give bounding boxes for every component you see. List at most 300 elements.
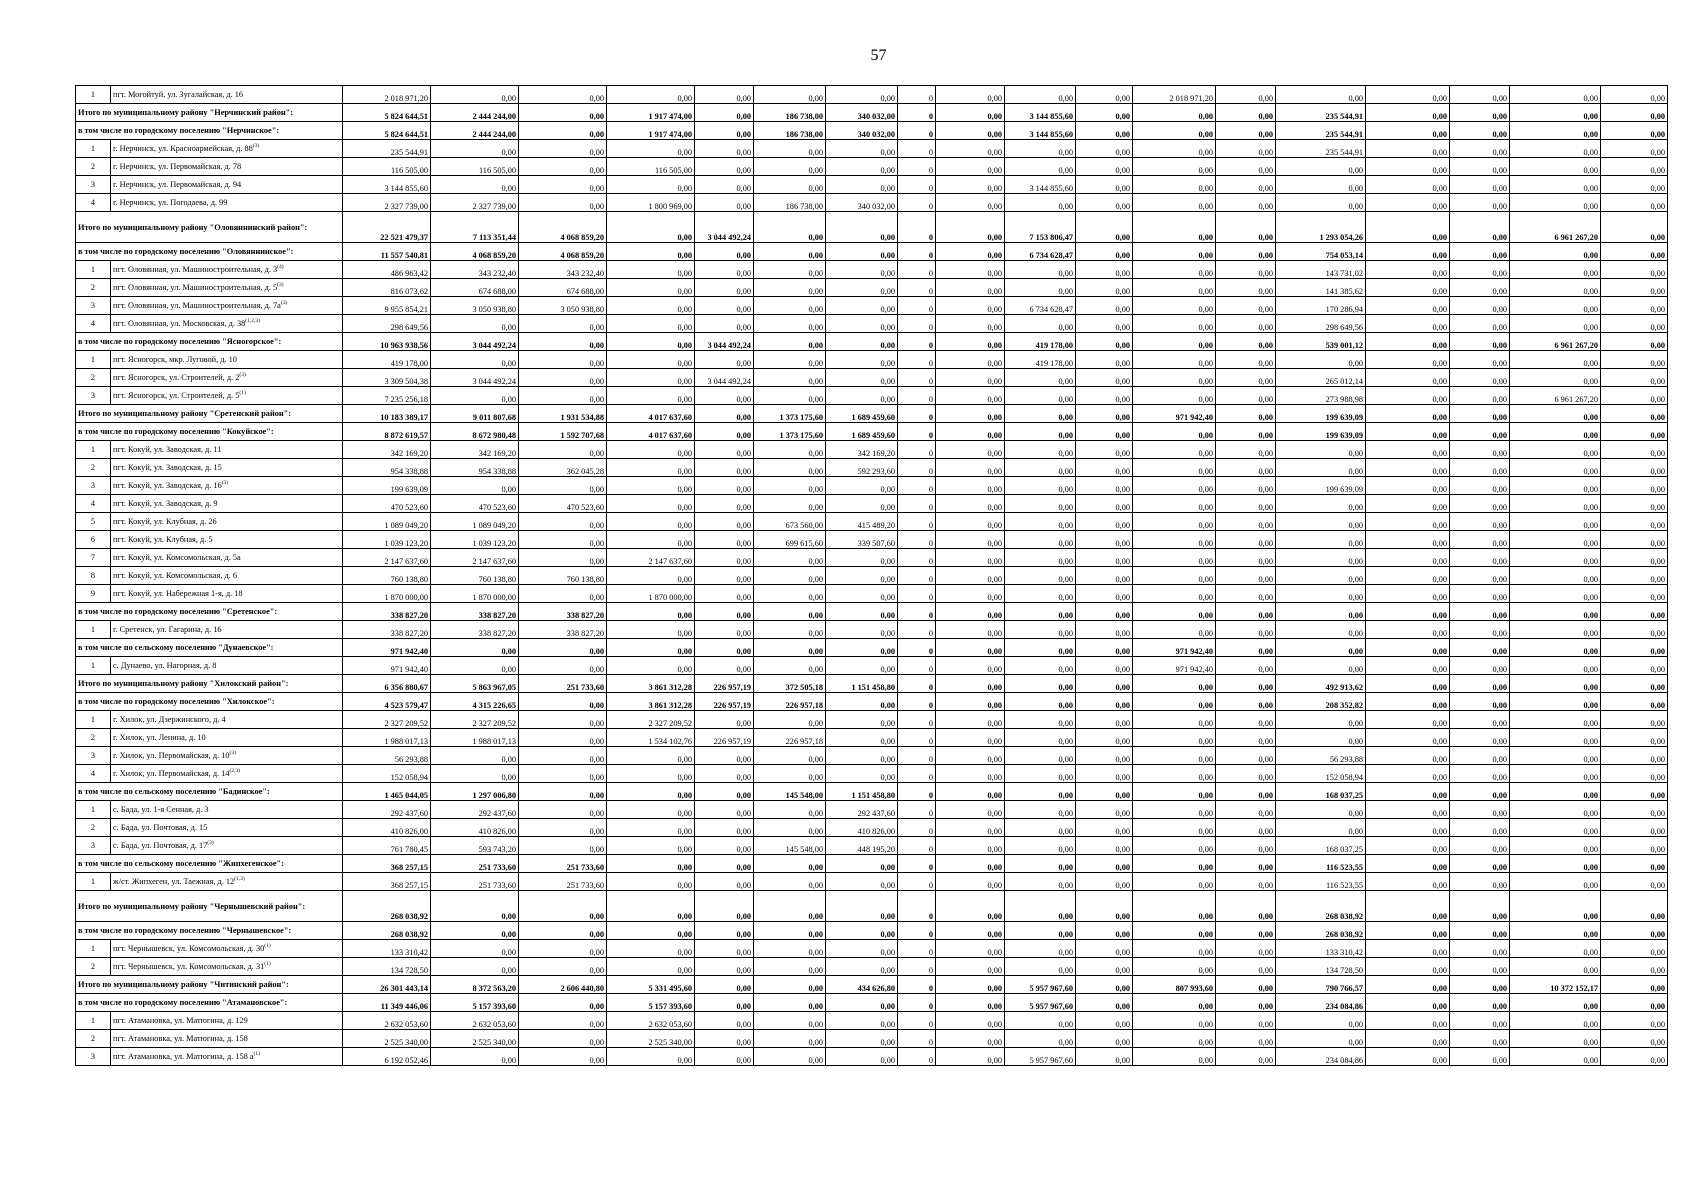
amount-cell: 0,00 [1510,567,1601,585]
amount-cell: 0,00 [936,711,1005,729]
amount-cell: 807 993,60 [1133,976,1216,994]
amount-cell: 0 [898,158,936,176]
amount-cell: 26 301 443,14 [343,976,431,994]
building-row [76,801,1668,819]
amount-cell: 0,00 [1133,1030,1216,1048]
amount-cell: 338 827,20 [519,621,607,639]
amount-cell: 0,00 [1276,729,1366,747]
amount-cell: 0,00 [1450,940,1510,958]
amount-cell: 0,00 [431,176,519,194]
amount-cell: 0,00 [1366,477,1450,495]
amount-cell: 1 039 123,20 [431,531,519,549]
amount-cell: 2 444 244,00 [431,104,519,122]
amount-cell: 0,00 [1601,1030,1668,1048]
amount-cell: 0,00 [695,387,754,405]
amount-cell: 0,00 [936,940,1005,958]
amount-cell: 0,00 [1005,86,1076,104]
amount-cell: 0,00 [1076,994,1133,1012]
amount-cell: 0,00 [754,711,826,729]
amount-cell: 0,00 [695,585,754,603]
amount-cell: 0,00 [936,873,1005,891]
amount-cell: 0,00 [1076,513,1133,531]
amount-cell: 0 [898,459,936,477]
amount-cell: 0,00 [1366,958,1450,976]
row-number: 1 [76,441,111,459]
amount-cell: 0,00 [695,243,754,261]
amount-cell: 0,00 [754,297,826,315]
amount-cell: 0,00 [936,765,1005,783]
amount-cell: 0,00 [1366,1048,1450,1066]
amount-cell: 0,00 [1450,747,1510,765]
amount-cell: 0,00 [1510,639,1601,657]
amount-cell: 0,00 [695,176,754,194]
amount-cell: 0 [898,994,936,1012]
amount-cell: 0,00 [1366,567,1450,585]
amount-cell: 0,00 [1133,801,1216,819]
address-text: г. Нерчинск, ул. Первомайская, д. 94 [113,180,242,189]
amount-cell: 5 957 967,60 [1005,976,1076,994]
amount-cell: 0,00 [936,639,1005,657]
amount-cell: 0,00 [607,243,695,261]
amount-cell: 0,00 [519,801,607,819]
address-cell [111,1048,343,1066]
amount-cell: 0,00 [1216,837,1276,855]
amount-cell: 168 037,25 [1276,837,1366,855]
amount-cell: 0,00 [1366,1030,1450,1048]
amount-cell: 0,00 [695,477,754,495]
building-row [76,194,1668,212]
amount-cell: 0,00 [1450,585,1510,603]
amount-cell: 0,00 [936,104,1005,122]
amount-cell: 6 961 267,20 [1510,333,1601,351]
amount-cell: 0,00 [607,837,695,855]
amount-cell: 0,00 [1076,940,1133,958]
amount-cell: 3 309 504,38 [343,369,431,387]
amount-cell: 2 147 637,60 [343,549,431,567]
amount-cell: 0,00 [1076,855,1133,873]
amount-cell: 0,00 [1450,693,1510,711]
subtotal-row [76,693,1668,711]
amount-cell: 0,00 [1601,958,1668,976]
address-cell [111,711,343,729]
subtotal-label: Итого по муниципальному району "Оловяннинский район": [76,212,343,243]
amount-cell: 0,00 [754,351,826,369]
amount-cell: 0,00 [1601,855,1668,873]
amount-cell: 0,00 [1133,891,1216,922]
amount-cell: 0,00 [1276,86,1366,104]
amount-cell: 0,00 [431,958,519,976]
amount-cell: 0,00 [1133,549,1216,567]
amount-cell: 0,00 [1366,158,1450,176]
subtotal-label: Итого по муниципальному району "Сретенский район": [76,405,343,423]
amount-cell: 0 [898,441,936,459]
amount-cell: 3 144 855,60 [1005,176,1076,194]
amount-cell: 0,00 [1133,922,1216,940]
building-row [76,351,1668,369]
subtotal-row [76,783,1668,801]
amount-cell: 0,00 [1510,495,1601,513]
amount-cell: 0 [898,873,936,891]
amount-cell: 6 961 267,20 [1510,212,1601,243]
address-text: с. Бада, ул. Почтовая, д. 17 [113,841,208,850]
amount-cell: 0,00 [754,855,826,873]
amount-cell: 0,00 [695,891,754,922]
amount-cell: 0,00 [1601,369,1668,387]
amount-cell: 0,00 [1216,315,1276,333]
amount-cell: 10 183 389,17 [343,405,431,423]
amount-cell: 0,00 [1450,994,1510,1012]
amount-cell: 226 957,18 [754,729,826,747]
amount-cell: 0,00 [1216,405,1276,423]
amount-cell: 145 548,00 [754,837,826,855]
amount-cell: 343 232,40 [431,261,519,279]
row-number: 3 [76,387,111,405]
amount-cell: 0,00 [754,621,826,639]
amount-cell: 0,00 [1601,549,1668,567]
amount-cell: 0,00 [1601,158,1668,176]
building-row [76,279,1668,297]
amount-cell: 0,00 [1133,940,1216,958]
amount-cell: 0,00 [607,567,695,585]
amount-cell: 0,00 [936,86,1005,104]
amount-cell: 971 942,40 [343,657,431,675]
amount-cell: 760 138,80 [343,567,431,585]
amount-cell: 0,00 [1216,603,1276,621]
amount-cell: 0,00 [519,549,607,567]
amount-cell: 362 045,28 [519,459,607,477]
amount-cell: 0,00 [1601,765,1668,783]
amount-cell: 5 157 393,60 [431,994,519,1012]
building-row [76,549,1668,567]
amount-cell: 116 505,00 [431,158,519,176]
amount-cell: 0,00 [1076,783,1133,801]
amount-cell: 0,00 [1601,261,1668,279]
amount-cell: 1 917 474,00 [607,122,695,140]
amount-cell: 0,00 [1366,549,1450,567]
amount-cell: 0,00 [936,603,1005,621]
amount-cell: 0,00 [1005,194,1076,212]
amount-cell: 0,00 [1366,747,1450,765]
amount-cell: 0 [898,194,936,212]
amount-cell: 0,00 [1450,675,1510,693]
amount-cell: 0,00 [1076,212,1133,243]
amount-cell: 0,00 [1076,459,1133,477]
amount-cell: 0,00 [1005,657,1076,675]
amount-cell: 0,00 [607,176,695,194]
footnote-marker: (3) [239,372,246,379]
amount-cell: 0,00 [754,261,826,279]
address-cell [111,86,343,104]
amount-cell: 0,00 [826,1012,898,1030]
amount-cell: 0 [898,423,936,441]
amount-cell: 0,00 [1366,369,1450,387]
amount-cell: 5 957 967,60 [1005,994,1076,1012]
amount-cell: 4 017 637,60 [607,423,695,441]
amount-cell: 342 169,20 [431,441,519,459]
amount-cell: 0,00 [1005,387,1076,405]
row-number: 1 [76,873,111,891]
amount-cell: 0,00 [607,261,695,279]
amount-cell: 0,00 [431,351,519,369]
address-cell [111,873,343,891]
amount-cell: 410 826,00 [431,819,519,837]
amount-cell: 0,00 [519,441,607,459]
amount-cell: 0,00 [1076,567,1133,585]
amount-cell: 268 038,92 [343,891,431,922]
amount-cell: 0,00 [1601,194,1668,212]
amount-cell: 1 465 044,05 [343,783,431,801]
amount-cell: 168 037,25 [1276,783,1366,801]
amount-cell: 0,00 [519,837,607,855]
amount-cell: 0,00 [607,459,695,477]
amount-cell: 0,00 [1076,639,1133,657]
amount-cell: 0,00 [1076,315,1133,333]
building-row [76,513,1668,531]
amount-cell: 0,00 [1366,976,1450,994]
amount-cell: 6 192 052,46 [343,1048,431,1066]
amount-cell: 0,00 [431,315,519,333]
address-text: пгт. Атамановка, ул. Матюгина, д. 129 [113,1016,248,1025]
amount-cell: 0,00 [1510,194,1601,212]
amount-cell: 0,00 [695,531,754,549]
building-row [76,940,1668,958]
amount-cell: 0,00 [754,495,826,513]
amount-cell: 0,00 [1133,621,1216,639]
amount-cell: 0,00 [1366,801,1450,819]
amount-cell: 0,00 [1366,297,1450,315]
amount-cell: 226 957,19 [695,693,754,711]
amount-cell: 0,00 [1076,873,1133,891]
amount-cell: 0,00 [695,567,754,585]
building-row [76,765,1668,783]
amount-cell: 292 437,60 [431,801,519,819]
amount-cell: 0,00 [1450,1012,1510,1030]
subtotal-row [76,122,1668,140]
amount-cell: 0,00 [1601,994,1668,1012]
amount-cell: 0,00 [1276,459,1366,477]
address-text: ж/ст. Жипхеген, ул. Таежная, д. 12 [113,877,235,886]
amount-cell: 0,00 [1601,711,1668,729]
building-row [76,477,1668,495]
amount-cell: 342 169,20 [826,441,898,459]
amount-cell: 0,00 [1133,176,1216,194]
amount-cell: 0,00 [826,567,898,585]
amount-cell: 338 827,20 [519,603,607,621]
footnote-marker: (3) [252,143,260,150]
amount-cell: 0,00 [826,765,898,783]
amount-cell: 199 639,09 [1276,405,1366,423]
amount-cell: 760 138,80 [431,567,519,585]
amount-cell: 0,00 [607,819,695,837]
amount-cell: 0,00 [1216,940,1276,958]
amount-cell: 273 988,98 [1276,387,1366,405]
amount-cell: 0,00 [936,351,1005,369]
amount-cell: 0,00 [431,86,519,104]
amount-cell: 0,00 [1510,549,1601,567]
amount-cell: 0,00 [826,585,898,603]
address-cell [111,801,343,819]
address-text: пгт. Кокуй, ул. Заводская, д. 11 [113,445,222,454]
address-text: пгт. Оловянная, ул. Московская, д. 38 [113,319,246,328]
amount-cell: 0,00 [1076,86,1133,104]
amount-cell: 0,00 [1216,567,1276,585]
amount-cell: 0,00 [826,333,898,351]
amount-cell: 0,00 [1005,585,1076,603]
amount-cell: 0,00 [1005,783,1076,801]
subtotal-label: в том числе по сельскому поселению "Дунаевское": [76,639,343,657]
building-row [76,459,1668,477]
amount-cell: 0,00 [1216,261,1276,279]
row-number: 4 [76,315,111,333]
amount-cell: 0,00 [1133,873,1216,891]
amount-cell: 0,00 [1366,405,1450,423]
address-cell [111,158,343,176]
amount-cell: 0,00 [754,765,826,783]
subtotal-row [76,603,1668,621]
amount-cell: 0 [898,212,936,243]
address-cell [111,1012,343,1030]
subtotal-row [76,104,1668,122]
amount-cell: 0,00 [826,212,898,243]
amount-cell: 0,00 [754,333,826,351]
amount-cell: 0,00 [431,747,519,765]
amount-cell: 0,00 [1601,279,1668,297]
amount-cell: 0,00 [1366,639,1450,657]
amount-cell: 0,00 [936,387,1005,405]
amount-cell: 0,00 [1601,693,1668,711]
address-program-table [75,85,1668,1066]
footnote-marker: (1) [264,943,271,950]
building-row [76,1048,1668,1066]
amount-cell: 0,00 [1366,1012,1450,1030]
amount-cell: 0 [898,531,936,549]
amount-cell: 0,00 [754,140,826,158]
amount-cell: 234 084,86 [1276,994,1366,1012]
amount-cell: 0,00 [826,855,898,873]
amount-cell: 7 113 351,44 [431,212,519,243]
amount-cell: 0,00 [607,351,695,369]
amount-cell: 0,00 [695,801,754,819]
amount-cell: 0,00 [826,693,898,711]
amount-cell: 145 548,00 [754,783,826,801]
amount-cell: 0,00 [1076,1012,1133,1030]
amount-cell: 0 [898,243,936,261]
amount-cell: 0,00 [1366,441,1450,459]
amount-cell: 0,00 [1133,140,1216,158]
amount-cell: 0,00 [1450,369,1510,387]
amount-cell: 2 327 209,52 [607,711,695,729]
amount-cell: 0,00 [1005,819,1076,837]
amount-cell: 0,00 [1216,549,1276,567]
amount-cell: 0,00 [519,86,607,104]
amount-cell: 0,00 [936,243,1005,261]
amount-cell: 0,00 [695,1030,754,1048]
amount-cell: 2 018 971,20 [1133,86,1216,104]
amount-cell: 0,00 [1450,783,1510,801]
amount-cell: 0,00 [1450,621,1510,639]
amount-cell: 0,00 [1276,585,1366,603]
address-cell [111,657,343,675]
amount-cell: 0,00 [1216,693,1276,711]
amount-cell: 0,00 [695,958,754,976]
amount-cell: 134 728,50 [1276,958,1366,976]
amount-cell: 0 [898,495,936,513]
row-number: 7 [76,549,111,567]
amount-cell: 0,00 [1133,459,1216,477]
amount-cell: 0,00 [1076,387,1133,405]
address-text: пгт. Оловянная, ул. Машиностроительная, д. 7а [113,301,281,310]
amount-cell: 0,00 [1133,441,1216,459]
amount-cell: 0,00 [1076,922,1133,940]
amount-cell: 761 780,45 [343,837,431,855]
row-number: 2 [76,158,111,176]
amount-cell: 0,00 [1076,729,1133,747]
amount-cell: 971 942,40 [343,639,431,657]
amount-cell: 0,00 [1133,387,1216,405]
amount-cell: 0 [898,693,936,711]
subtotal-row [76,212,1668,243]
amount-cell: 3 861 312,28 [607,675,695,693]
amount-cell: 0,00 [519,711,607,729]
amount-cell: 0,00 [695,873,754,891]
subtotal-row [76,976,1668,994]
amount-cell: 116 523,55 [1276,873,1366,891]
amount-cell: 0,00 [826,297,898,315]
amount-cell: 2 147 637,60 [431,549,519,567]
amount-cell: 0,00 [1601,940,1668,958]
amount-cell: 0,00 [1510,819,1601,837]
amount-cell: 1 373 175,60 [754,423,826,441]
amount-cell: 0,00 [431,765,519,783]
amount-cell: 0,00 [1133,104,1216,122]
amount-cell: 0,00 [1601,873,1668,891]
amount-cell: 0,00 [1450,549,1510,567]
amount-cell: 0,00 [936,279,1005,297]
row-number: 2 [76,958,111,976]
amount-cell: 0,00 [1450,122,1510,140]
address-cell [111,621,343,639]
amount-cell: 0,00 [519,477,607,495]
amount-cell: 0,00 [1366,531,1450,549]
amount-cell: 0,00 [754,585,826,603]
amount-cell: 0,00 [1366,994,1450,1012]
amount-cell: 0,00 [607,531,695,549]
address-cell [111,549,343,567]
amount-cell: 0,00 [1510,1012,1601,1030]
amount-cell: 6 734 628,47 [1005,297,1076,315]
address-cell [111,140,343,158]
amount-cell: 0,00 [607,315,695,333]
amount-cell: 0,00 [1510,369,1601,387]
amount-cell: 1 534 102,76 [607,729,695,747]
amount-cell: 0,00 [1450,140,1510,158]
subtotal-label: в том числе по сельскому поселению "Жипхегенское": [76,855,343,873]
amount-cell: 0,00 [1601,297,1668,315]
amount-cell: 0,00 [1366,765,1450,783]
amount-cell: 0,00 [754,940,826,958]
amount-cell: 0,00 [936,958,1005,976]
amount-cell: 4 068 859,20 [519,243,607,261]
amount-cell: 0,00 [1450,351,1510,369]
amount-cell: 5 957 967,60 [1005,1048,1076,1066]
row-number: 3 [76,837,111,855]
amount-cell: 0,00 [1601,86,1668,104]
amount-cell: 0,00 [1076,657,1133,675]
amount-cell: 0,00 [1450,495,1510,513]
amount-cell: 0,00 [1601,837,1668,855]
amount-cell: 0 [898,940,936,958]
amount-cell: 0,00 [1450,958,1510,976]
